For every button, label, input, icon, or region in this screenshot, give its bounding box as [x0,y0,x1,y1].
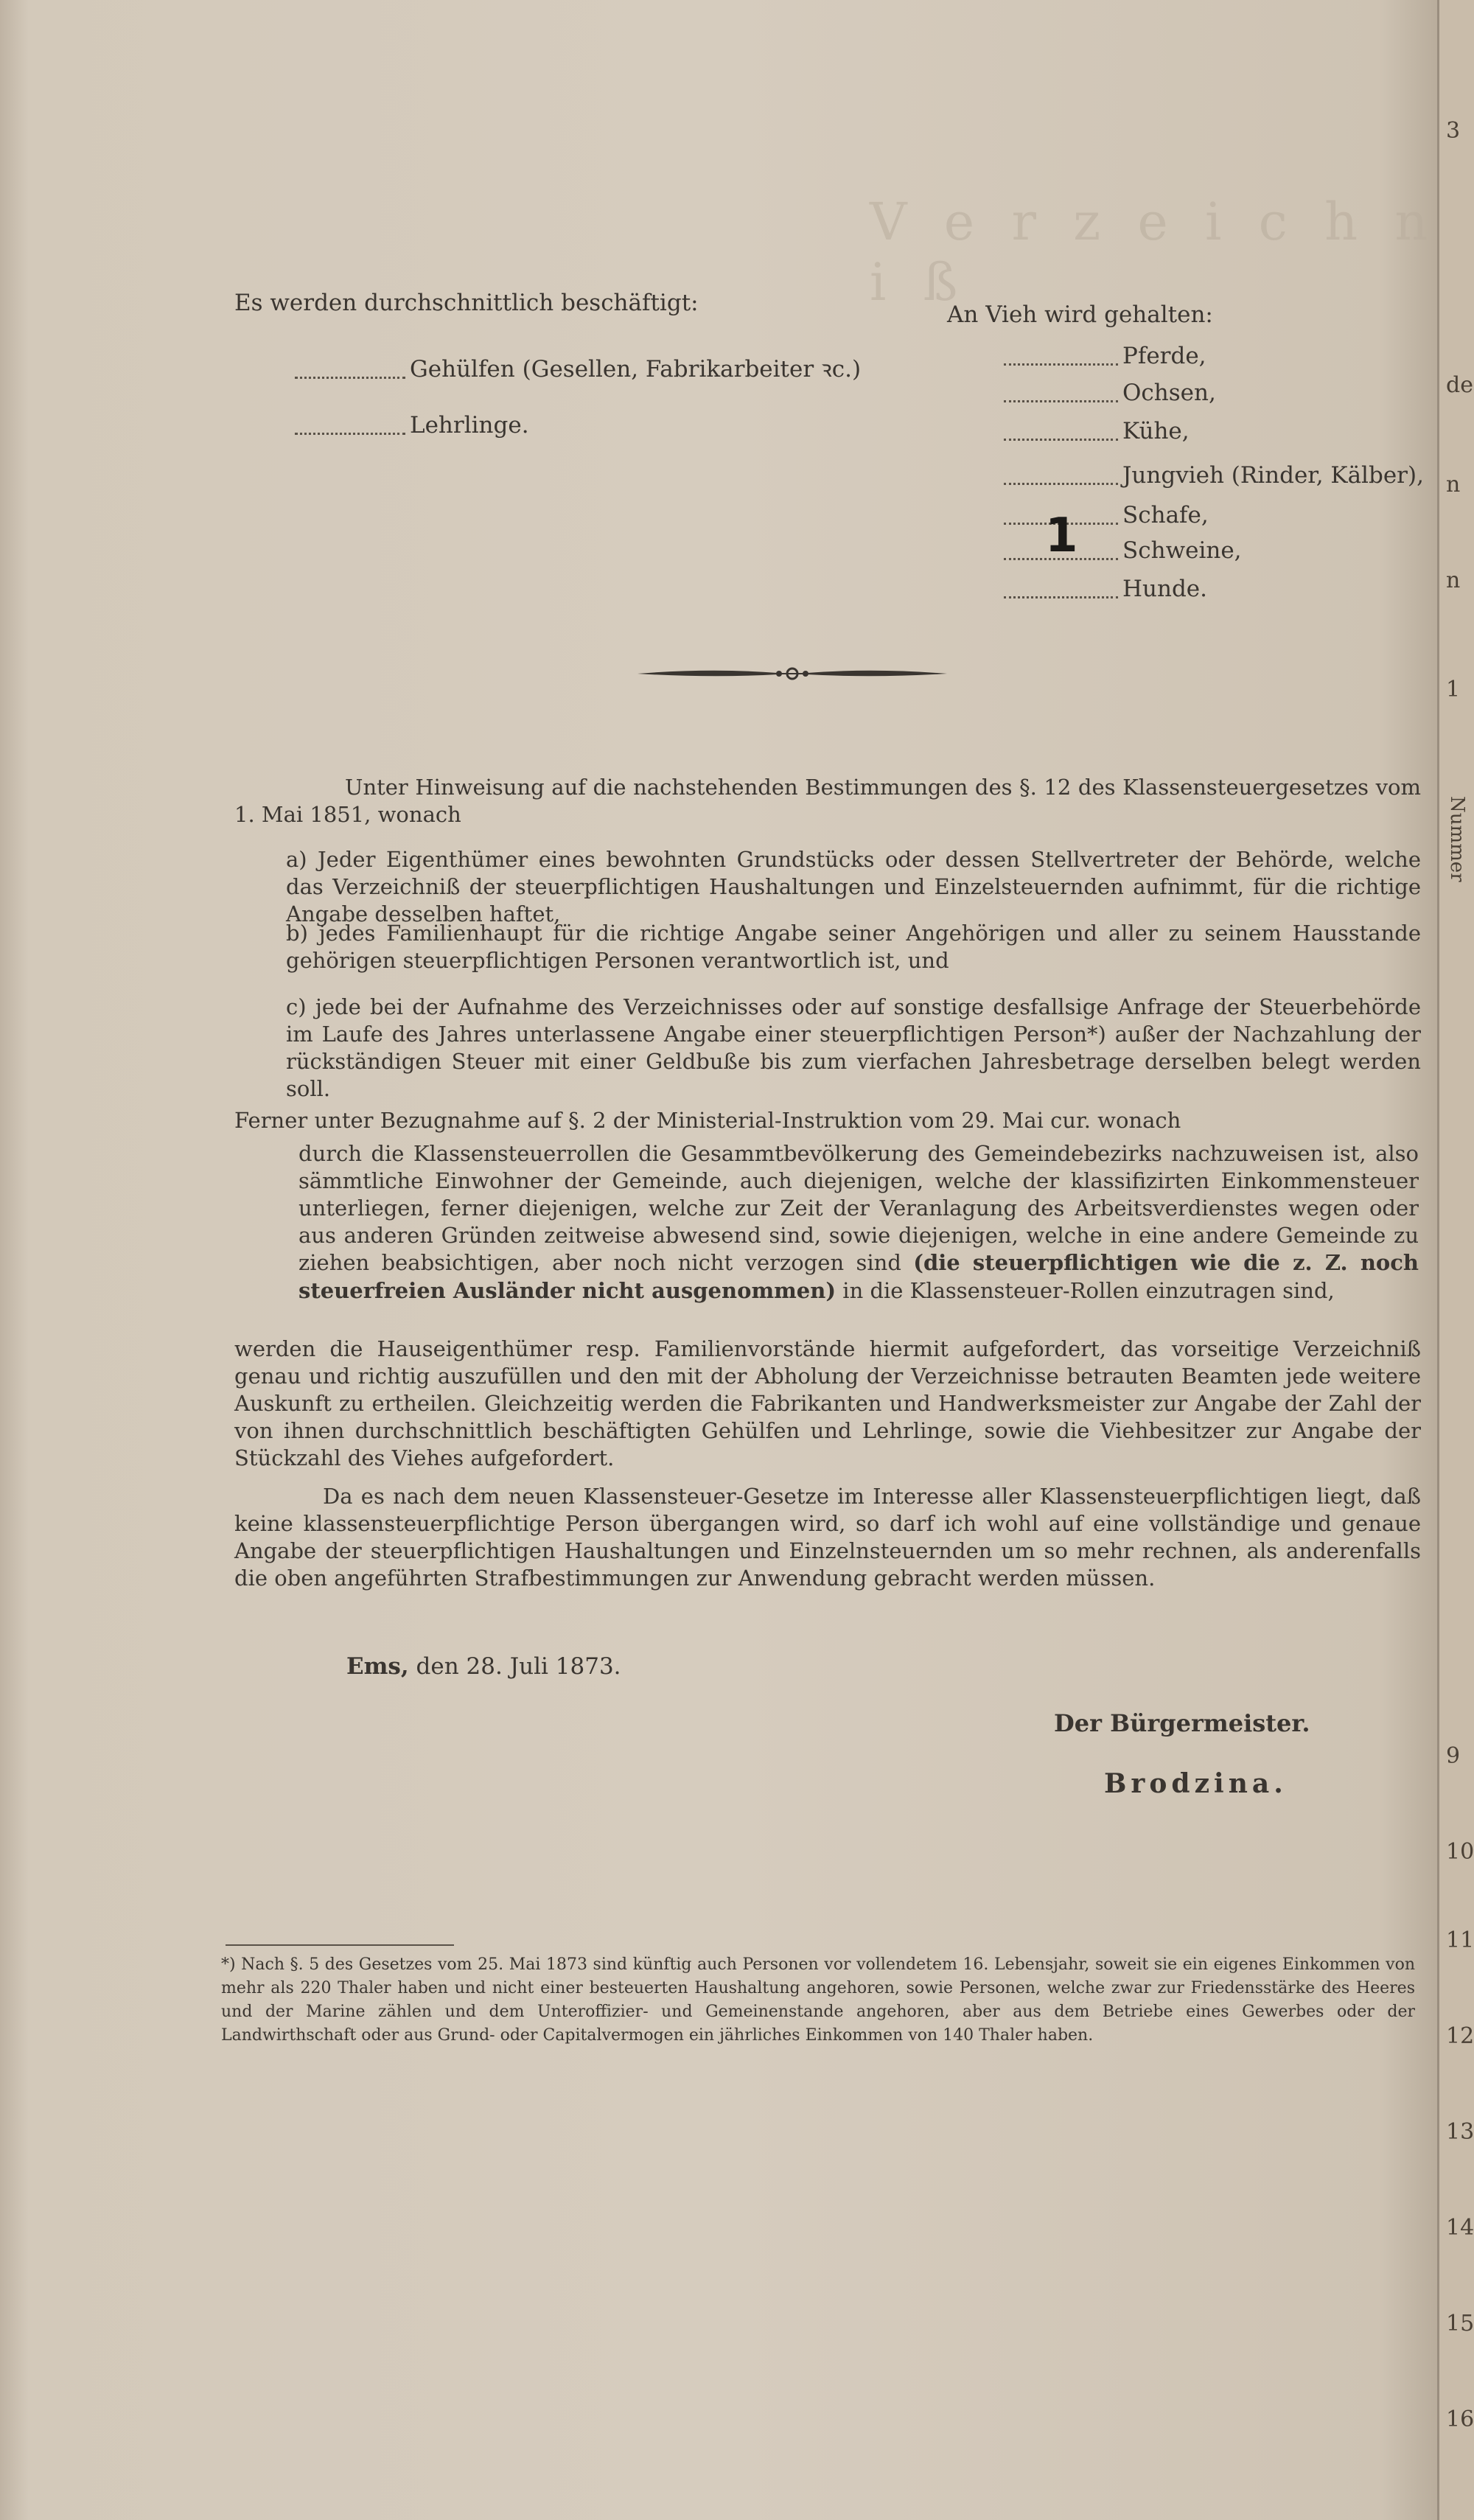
paragraph-da: Da es nach dem neuen Klassensteuer-Gesetze im Interesse aller Klassensteuerpflichtigen liegt, daß keine klassensteuerpflichtige Person übergangen wird, so darf ich wohl auf eine vollständige und genaue Angabe der steuerpflichtigen Haushaltungen und Einzelnsteuernden um so mehr rechnen, als anderenfalls die oben angeführten Strafbestimmungen zur Anwendung gebracht werden müssen. [234,1484,1421,1591]
clause-b: b) jedes Familienhaupt für die richtige Angabe seiner Angehörigen und aller zu seinem Hausstande gehörigen steuerpflichtigen Personen verantwortlich ist, und [286,921,1421,974]
blank-field[interactable] [1004,385,1118,402]
livestock-label: Jungvieh (Rinder, Kälber), [1122,462,1424,489]
margin-mark: 15 [1446,2311,1474,2336]
livestock-label: Pferde, [1122,343,1206,369]
livestock-row [1004,537,1242,565]
margin-mark: n [1446,568,1461,593]
clause-a: a) Jeder Eigenthümer eines bewohnten Grundstücks oder dessen Stellvertreter der Behörde, welche das Verzeichniß der steuerpflichtigen Haushaltungen und Einzelsteuernden aufnimmt, für die richtige Angabe desselben haftet, [286,847,1421,927]
livestock-label: Schweine, [1122,537,1242,564]
blank-field[interactable] [295,418,405,435]
livestock-label: Kühe, [1122,418,1190,444]
workers-label: Lehrlinge. [410,412,529,439]
blank-field[interactable] [1004,424,1118,441]
ornament-divider [638,665,947,683]
margin-mark: 10 [1446,1839,1474,1865]
livestock-heading: An Vieh wird gehalten: [947,301,1213,328]
livestock-label: Hunde. [1122,576,1208,602]
ferner-line: Ferner unter Bezugnahme auf §. 2 der Ministerial-Instruktion vom 29. Mai cur. wonach [234,1108,1181,1133]
livestock-row [1004,501,1209,530]
margin-mark: 3 [1446,118,1461,144]
workers-heading: Es werden durchschnittlich beschäftigt: [234,290,699,316]
paragraph-werden: werden die Hauseigenthümer resp. Familienvorstände hiermit aufgefordert, das vorseitige Verzeichniß genau und richtig auszufüllen und den mit der Abholung der Verzeichnisse betrauten Beamten jede weitere Auskunft zu ertheilen. Gleichzeitig werden die Fabrikanten und Handwerksmeister zur Angabe der Zahl der von ihnen durchschnittlich beschäftigten Gehülfen und Lehrlinge, sowie die Viehbesitzer zur Angabe der Stückzahl des Viehes aufgefordert. [234,1336,1421,1471]
margin-mark: 14 [1446,2215,1474,2241]
signature-name: Brodzina. [1104,1768,1288,1799]
livestock-row [1004,342,1206,371]
livestock-row [1004,379,1216,408]
emphasis-auslaender: (die steuerpflichtigen wie die z. Z. noch steuerfreien Ausländer nicht ausgenommen) [298,1250,1419,1303]
margin-mark: de [1446,372,1473,398]
footnote-rule [226,1944,454,1946]
workers-row-lehrlinge [295,411,529,440]
margin-mark: 1 [1446,677,1461,702]
place: Ems, [346,1653,409,1680]
blank-field[interactable] [1004,582,1118,598]
livestock-label: Ochsen, [1122,380,1216,406]
margin-mark: 9 [1446,1743,1461,1769]
livestock-row [1004,461,1424,490]
margin-mark: 12 [1446,2023,1474,2049]
handwritten-entry-schweine: 1 [1045,509,1078,563]
margin-mark: 16 [1446,2406,1474,2432]
clause-c: c) jede bei der Aufnahme des Verzeichnisses oder auf sonstige desfallsige Anfrage der Steuerbehörde im Laufe des Jahres unterlassene Angabe einer steuerpflichtigen Person*) außer der Nachzahlung der rückständigen Steuer mit einer Geldbuße bis zum vierfachen Jahresbetrage derselben belegt werden soll. [286,994,1421,1102]
margin-mark: 11 [1446,1927,1474,1953]
blank-field[interactable] [295,362,405,379]
workers-row-gehuelfen [295,355,861,384]
margin-mark: n [1446,472,1461,498]
bleed-through-heading: V e r z e i c h n i ß [870,192,1439,313]
workers-label: Gehülfen (Gesellen, Fabrikarbeiter ꝛc.) [410,356,862,383]
notice-intro: Unter Hinweisung auf die nachstehenden Bestimmungen des §. 12 des Klassensteuergesetzes vom 1. Mai 1851, wonach [234,775,1421,828]
blank-field[interactable] [1004,468,1118,485]
margin-mark: 13 [1446,2119,1474,2145]
blank-field[interactable] [1004,349,1118,366]
signature-title: Der Bürgermeister. [1054,1709,1310,1737]
livestock-row [1004,575,1207,604]
place-date [346,1652,621,1681]
margin-mark: Nummer [1446,796,1468,882]
livestock-row [1004,417,1190,446]
date: den 28. Juli 1873. [416,1653,621,1680]
footnote: *) Nach §. 5 des Gesetzes vom 25. Mai 1873 sind künftig auch Personen vor vollendetem 16. Lebensjahr, soweit sie ein eigenes Einkommen von mehr als 220 Thaler haben und nicht einer besteuerten Haushaltung angehoren, sowie Personen, welche zwar zur Friedensstärke des Heeres und der Marine zählen und dem Unteroffizier- und Gemeinenstande angehoren, aber aus dem Betriebe eines Gewerbes oder der Landwirthschaft oder aus Grund- oder Capitalvermogen ein jährliches Einkommen von 140 Thaler haben. [221,1955,1415,2045]
instruction-quote: durch die Klassensteuerrollen die Gesammtbevölkerung des Gemeindebezirks nachzuweisen ist, also sämmtliche Einwohner der Gemeinde, auch diejenigen, welche der klassifizirten Einkommensteuer unterliegen, ferner diejenigen, welche zur Zeit der Veranlagung des Arbeitsverdienstes wegen oder aus anderen Gründen zeitweise abwesend sind, sowie diejenigen, welche in eine andere Gemeinde zu ziehen beabsichtigen, aber noch nicht verzogen sind (die steuerpflichtigen wie die z. Z. noch steuerfreien Ausländer nicht ausgenommen) in die Klassensteuer-Rollen einzutragen sind, [298,1141,1419,1303]
livestock-label: Schafe, [1122,502,1209,528]
